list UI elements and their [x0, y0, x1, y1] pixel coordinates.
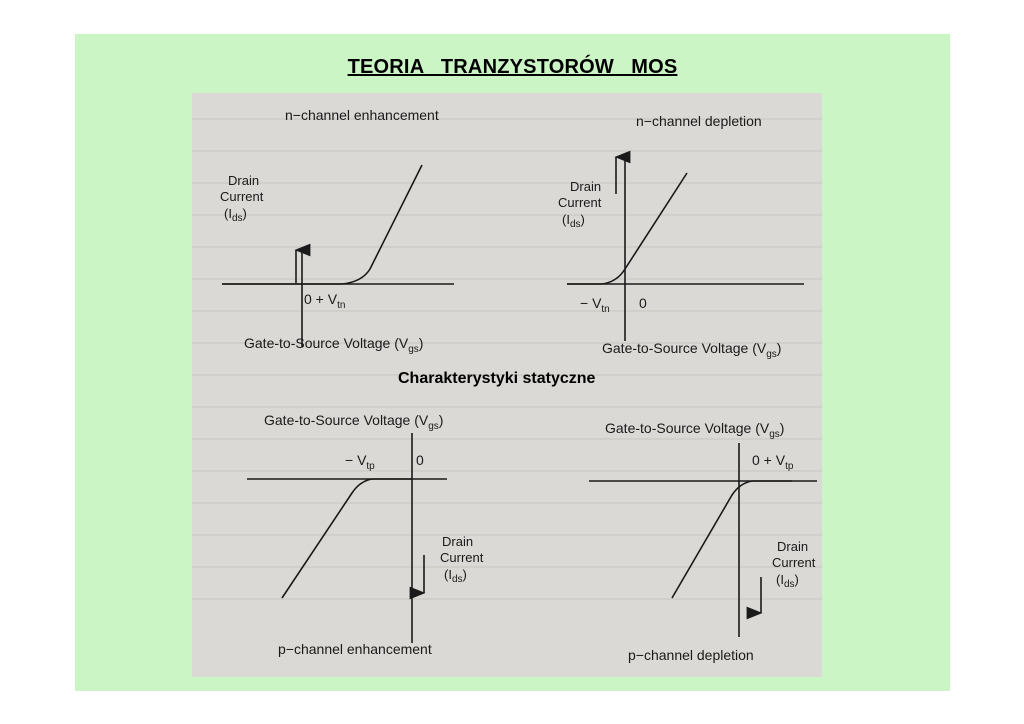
y-label-line1: Drain	[777, 539, 809, 554]
diagram-n-channel-enhancement	[220, 107, 454, 355]
y-label-line2: Current	[558, 195, 602, 210]
y-label-line3: $(I_{ds})$	[224, 206, 247, 224]
y-label-line2: Current	[772, 555, 816, 570]
threshold-tick: − $V_{tn}$	[580, 295, 610, 315]
y-label-line2: Current	[220, 189, 264, 204]
x-axis-label: Gate-to-Source Voltage $(V_{gs})$	[605, 420, 785, 440]
characteristic-curve	[282, 479, 412, 598]
threshold-tick: $0 + V_{tn}$	[304, 291, 346, 311]
y-label-line1: Drain	[442, 534, 474, 549]
zero-tick: 0	[416, 452, 424, 468]
x-axis-label: Gate-to-Source Voltage $(V_{gs})$	[264, 412, 444, 432]
y-label-line1: Drain	[570, 179, 602, 194]
x-axis-label: Gate-to-Source Voltage $(V_{gs})$	[602, 340, 782, 360]
diagram-title: p−channel depletion	[628, 647, 754, 663]
diagram-title: n−channel depletion	[636, 113, 762, 129]
diagram-title: n−channel enhancement	[285, 107, 439, 123]
slide-title: TEORIA TRANZYSTORÓW MOS	[347, 56, 678, 78]
diagram-p-channel-depletion	[589, 420, 817, 663]
y-label-line3: $(I_{ds})$	[562, 212, 585, 230]
slide-subtitle: Charakterystyki statyczne	[398, 370, 596, 387]
threshold-tick: − $V_{tp}$	[345, 452, 375, 472]
x-axis-label: Gate-to-Source Voltage $(V_{gs})$	[244, 335, 424, 355]
y-label-line2: Current	[440, 550, 484, 565]
threshold-tick: $0 + V_{tp}$	[752, 452, 794, 472]
zero-tick: 0	[639, 295, 647, 311]
y-label-line3: $(I_{ds})$	[444, 567, 467, 585]
y-label-line3: $(I_{ds})$	[776, 572, 799, 590]
characteristic-curve	[672, 481, 792, 598]
y-label-line1: Drain	[228, 173, 260, 188]
diagram-title: p−channel enhancement	[278, 641, 432, 657]
bleed-through-lines	[192, 119, 822, 599]
diagram-n-channel-depletion	[558, 113, 804, 360]
